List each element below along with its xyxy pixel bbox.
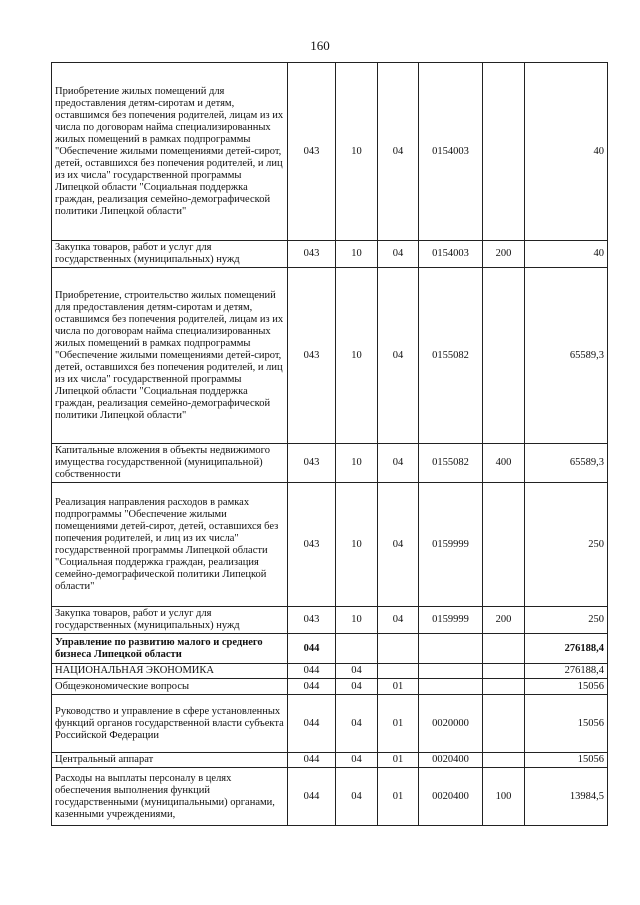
row-expense-type [483,695,525,753]
row-subsection-code: 01 [378,695,419,753]
row-expense-type [483,483,525,607]
row-target-article: 0020400 [419,753,483,768]
page-number: 160 [310,38,330,53]
row-subsection-code: 01 [378,753,419,768]
row-section-code: 04 [336,768,378,826]
row-expense-type [483,63,525,241]
row-section-code: 10 [336,444,378,483]
row-target-article: 0155082 [419,444,483,483]
table-row [52,753,608,768]
row-expense-type [483,664,525,679]
row-section-code: 10 [336,241,378,268]
row-amount: 40 [525,241,608,268]
row-ved-code: 044 [288,679,336,695]
row-subsection-code: 04 [378,444,419,483]
row-name: Приобретение жилых помещений для предоставления детям-сиротам и детям, оставшимся без попечения родителей, лицам из их числа по договорам найма специализированных жилых помещений в рамках подпрограммы "Обеспечение жилыми помещениями детей-сирот, детей, оставшихся без попечения родителей, и лиц из их числа" государственной программы Липецкой области "Социальная поддержка граждан, реализация семейно-демографической политики Липецкой области" [52,63,288,241]
row-section-code: 10 [336,607,378,634]
table-row [52,695,608,753]
row-name: Центральный аппарат [52,753,288,768]
row-ved-code: 043 [288,483,336,607]
row-target-article [419,664,483,679]
table-row [52,607,608,634]
row-name: Расходы на выплаты персоналу в целях обеспечения выполнения функций государственными (муниципальными) органами, казенными учреждениями, [52,768,288,826]
row-ved-code: 043 [288,607,336,634]
row-target-article [419,679,483,695]
budget-table [51,62,608,826]
row-target-article: 0155082 [419,268,483,444]
row-section-code: 04 [336,753,378,768]
row-expense-type [483,268,525,444]
row-subsection-code [378,634,419,664]
row-expense-type [483,634,525,664]
table-row [52,768,608,826]
row-amount: 276188,4 [525,664,608,679]
row-section-code: 10 [336,63,378,241]
row-expense-type: 100 [483,768,525,826]
row-amount: 40 [525,63,608,241]
row-expense-type [483,753,525,768]
row-target-article: 0020000 [419,695,483,753]
row-ved-code: 043 [288,63,336,241]
row-expense-type: 400 [483,444,525,483]
row-ved-code: 044 [288,768,336,826]
row-amount: 15056 [525,679,608,695]
row-ved-code: 044 [288,634,336,664]
row-ved-code: 044 [288,753,336,768]
row-subsection-code: 04 [378,63,419,241]
row-name: НАЦИОНАЛЬНАЯ ЭКОНОМИКА [52,664,288,679]
row-subsection-code: 01 [378,679,419,695]
row-target-article [419,634,483,664]
row-name: Управление по развитию малого и среднего бизнеса Липецкой области [52,634,288,664]
row-section-code: 04 [336,695,378,753]
row-amount: 15056 [525,753,608,768]
row-subsection-code: 04 [378,483,419,607]
row-expense-type [483,679,525,695]
row-ved-code: 043 [288,268,336,444]
row-amount: 250 [525,483,608,607]
row-section-code: 04 [336,679,378,695]
row-section-code [336,634,378,664]
row-subsection-code: 04 [378,268,419,444]
table-row [52,634,608,664]
row-ved-code: 044 [288,664,336,679]
table-row [52,241,608,268]
row-ved-code: 043 [288,241,336,268]
row-amount: 13984,5 [525,768,608,826]
row-target-article: 0159999 [419,483,483,607]
row-ved-code: 044 [288,695,336,753]
row-ved-code: 043 [288,444,336,483]
row-amount: 65589,3 [525,444,608,483]
row-name: Приобретение, строительство жилых помещений для предоставления детям-сиротам и детям, оставшимся без попечения родителей, лицам из их числа по договорам найма специализированных жилых помещений в рамках подпрограммы "Обеспечение жилыми помещениями детей-сирот, детей, оставшихся без попечения родителей, и лиц из их числа" государственной программы Липецкой области "Социальная поддержка граждан, реализация семейно-демографической политики Липецкой области" [52,268,288,444]
row-subsection-code: 04 [378,607,419,634]
table-row [52,444,608,483]
row-target-article: 0154003 [419,241,483,268]
table-row [52,664,608,679]
row-section-code: 10 [336,483,378,607]
row-subsection-code: 01 [378,768,419,826]
row-section-code: 10 [336,268,378,444]
row-amount: 276188,4 [525,634,608,664]
table-row [52,268,608,444]
table-row [52,63,608,241]
table-row [52,483,608,607]
row-name: Реализация направления расходов в рамках подпрограммы "Обеспечение жилыми помещениями детей-сирот, детей, оставшихся без попечения родителей, и лиц из их числа" государственной программы Липецкой области "Социальная поддержка граждан, реализация семейно-демографической политики Липецкой области" [52,483,288,607]
table-row [52,679,608,695]
row-name: Закупка товаров, работ и услуг для государственных (муниципальных) нужд [52,607,288,634]
row-target-article: 0020400 [419,768,483,826]
row-name: Закупка товаров, работ и услуг для государственных (муниципальных) нужд [52,241,288,268]
row-target-article: 0159999 [419,607,483,634]
row-amount: 15056 [525,695,608,753]
row-subsection-code: 04 [378,241,419,268]
row-expense-type: 200 [483,607,525,634]
row-subsection-code [378,664,419,679]
row-amount: 250 [525,607,608,634]
row-name: Капитальные вложения в объекты недвижимого имущества государственной (муниципальной) собственности [52,444,288,483]
row-section-code: 04 [336,664,378,679]
row-expense-type: 200 [483,241,525,268]
row-name: Руководство и управление в сфере установленных функций органов государственной власти субъекта Российской Федерации [52,695,288,753]
row-amount: 65589,3 [525,268,608,444]
row-name: Общеэкономические вопросы [52,679,288,695]
row-target-article: 0154003 [419,63,483,241]
